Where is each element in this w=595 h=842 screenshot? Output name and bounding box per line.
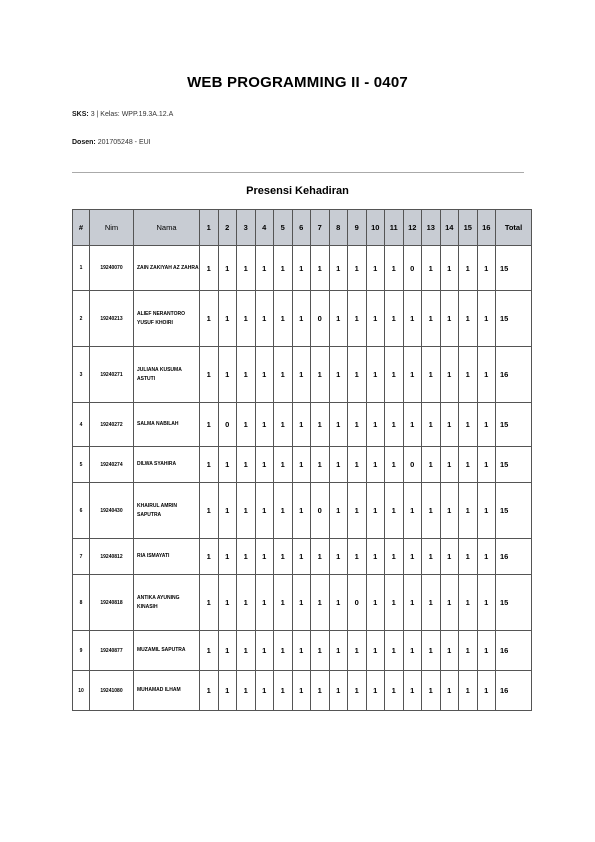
attendance-mark: 1: [459, 631, 478, 671]
attendance-mark: 1: [477, 291, 496, 347]
attendance-total: 16: [496, 671, 532, 711]
attendance-mark: 1: [329, 671, 348, 711]
attendance-mark: 1: [440, 539, 459, 575]
attendance-mark: 1: [218, 447, 237, 483]
attendance-mark: 1: [366, 575, 385, 631]
attendance-mark: 1: [348, 631, 367, 671]
attendance-mark: 1: [422, 631, 441, 671]
attendance-mark: 0: [311, 291, 330, 347]
attendance-mark: 1: [385, 631, 404, 671]
attendance-mark: 1: [200, 483, 219, 539]
attendance-mark: 1: [218, 483, 237, 539]
student-nim: 19240430: [90, 483, 134, 539]
attendance-mark: 1: [348, 447, 367, 483]
header-session-5: 5: [274, 210, 293, 246]
attendance-mark: 1: [218, 575, 237, 631]
attendance-mark: 1: [385, 575, 404, 631]
attendance-mark: 1: [403, 671, 422, 711]
attendance-mark: 1: [348, 539, 367, 575]
attendance-total: 15: [496, 483, 532, 539]
row-number: 5: [73, 447, 90, 483]
dosen-value: 201705248 - EUI: [97, 139, 151, 146]
student-name: ANTIKA AYUNING KINASIH: [134, 575, 200, 631]
attendance-mark: 1: [440, 483, 459, 539]
attendance-mark: 1: [218, 291, 237, 347]
attendance-mark: 1: [274, 483, 293, 539]
attendance-mark: 1: [274, 575, 293, 631]
attendance-mark: 1: [440, 447, 459, 483]
attendance-mark: 1: [255, 403, 274, 447]
attendance-mark: 1: [403, 347, 422, 403]
table-row: [73, 575, 532, 631]
attendance-total: 16: [496, 347, 532, 403]
section-title: Presensi Kehadiran: [246, 185, 349, 197]
attendance-mark: 1: [477, 447, 496, 483]
attendance-mark: 1: [366, 671, 385, 711]
attendance-mark: 1: [385, 483, 404, 539]
attendance-mark: 1: [292, 539, 311, 575]
attendance-mark: 1: [218, 246, 237, 291]
attendance-mark: 1: [348, 671, 367, 711]
attendance-mark: 1: [440, 575, 459, 631]
attendance-mark: 1: [422, 483, 441, 539]
table-row: [73, 447, 532, 483]
attendance-mark: 1: [255, 671, 274, 711]
attendance-mark: 1: [422, 291, 441, 347]
attendance-total: 15: [496, 403, 532, 447]
table-row: [73, 291, 532, 347]
attendance-mark: 1: [403, 631, 422, 671]
student-name: JULIANA KUSUMA ASTUTI: [134, 347, 200, 403]
attendance-mark: 1: [237, 539, 256, 575]
attendance-mark: 1: [385, 291, 404, 347]
table-row: [73, 246, 532, 291]
attendance-mark: 1: [292, 291, 311, 347]
attendance-total: 15: [496, 447, 532, 483]
attendance-mark: 1: [440, 291, 459, 347]
attendance-mark: 1: [237, 403, 256, 447]
attendance-mark: 1: [477, 403, 496, 447]
attendance-mark: 1: [311, 575, 330, 631]
attendance-mark: 1: [459, 447, 478, 483]
attendance-mark: 1: [311, 246, 330, 291]
student-name: ALIEF NERANTORO YUSUF KHOIRI: [134, 291, 200, 347]
row-number: 9: [73, 631, 90, 671]
header-session-13: 13: [422, 210, 441, 246]
row-number: 3: [73, 347, 90, 403]
attendance-mark: 1: [348, 291, 367, 347]
header-session-6: 6: [292, 210, 311, 246]
attendance-mark: 1: [311, 671, 330, 711]
student-name: DILWA SYAHIRA: [134, 447, 200, 483]
header-session-15: 15: [459, 210, 478, 246]
attendance-mark: 1: [255, 631, 274, 671]
attendance-mark: 1: [292, 403, 311, 447]
student-nim: 19240271: [90, 347, 134, 403]
header-session-16: 16: [477, 210, 496, 246]
student-nim: 19240272: [90, 403, 134, 447]
attendance-mark: 1: [311, 447, 330, 483]
attendance-mark: 1: [422, 347, 441, 403]
attendance-total: 15: [496, 291, 532, 347]
attendance-mark: 1: [200, 403, 219, 447]
table-row: [73, 539, 532, 575]
attendance-mark: 1: [422, 403, 441, 447]
attendance-mark: 1: [255, 347, 274, 403]
table-row: [73, 483, 532, 539]
attendance-mark: 1: [311, 631, 330, 671]
attendance-mark: 1: [422, 575, 441, 631]
attendance-mark: 1: [477, 347, 496, 403]
attendance-mark: 1: [348, 246, 367, 291]
attendance-mark: 1: [366, 447, 385, 483]
table-header-row: [73, 210, 532, 246]
attendance-mark: 1: [329, 631, 348, 671]
attendance-mark: 1: [255, 246, 274, 291]
header-session-14: 14: [440, 210, 459, 246]
attendance-total: 15: [496, 246, 532, 291]
attendance-mark: 1: [200, 539, 219, 575]
attendance-mark: 1: [403, 539, 422, 575]
attendance-mark: 1: [218, 539, 237, 575]
attendance-mark: 1: [477, 483, 496, 539]
header-session-4: 4: [255, 210, 274, 246]
sks-value: 3 | Kelas: WPP.19.3A.12.A: [90, 111, 174, 118]
table-row: [73, 671, 532, 711]
header-session-3: 3: [237, 210, 256, 246]
attendance-mark: 1: [459, 483, 478, 539]
attendance-mark: 0: [218, 403, 237, 447]
table-row: [73, 631, 532, 671]
divider: [72, 172, 524, 173]
attendance-mark: 1: [385, 447, 404, 483]
attendance-mark: 1: [200, 347, 219, 403]
course-info: [72, 111, 173, 118]
attendance-mark: 1: [274, 671, 293, 711]
student-name: SALMA NABILAH: [134, 403, 200, 447]
attendance-mark: 1: [348, 483, 367, 539]
attendance-mark: 1: [385, 347, 404, 403]
attendance-mark: 1: [477, 539, 496, 575]
attendance-mark: 1: [311, 347, 330, 403]
attendance-mark: 1: [440, 347, 459, 403]
attendance-mark: 0: [311, 483, 330, 539]
student-nim: 19240818: [90, 575, 134, 631]
attendance-mark: 1: [292, 246, 311, 291]
attendance-mark: 1: [329, 246, 348, 291]
attendance-mark: 1: [218, 347, 237, 403]
attendance-mark: 1: [329, 403, 348, 447]
header-session-11: 11: [385, 210, 404, 246]
attendance-table: [72, 209, 532, 711]
student-nim: 19240070: [90, 246, 134, 291]
attendance-mark: 1: [440, 403, 459, 447]
attendance-mark: 1: [237, 246, 256, 291]
attendance-total: 15: [496, 575, 532, 631]
attendance-mark: 1: [366, 539, 385, 575]
attendance-mark: 1: [274, 539, 293, 575]
attendance-mark: 1: [422, 671, 441, 711]
attendance-mark: 1: [255, 291, 274, 347]
attendance-total: 16: [496, 539, 532, 575]
attendance-mark: 1: [385, 539, 404, 575]
student-name: MUZAMIL SAPUTRA: [134, 631, 200, 671]
attendance-mark: 1: [366, 246, 385, 291]
attendance-mark: 1: [274, 631, 293, 671]
sks-label: SKS:: [72, 111, 89, 118]
attendance-mark: 1: [440, 246, 459, 291]
attendance-mark: 1: [348, 347, 367, 403]
table-row: [73, 403, 532, 447]
table-row: [73, 347, 532, 403]
attendance-mark: 1: [292, 347, 311, 403]
attendance-mark: 1: [477, 575, 496, 631]
attendance-mark: 1: [440, 671, 459, 711]
attendance-mark: 1: [237, 347, 256, 403]
attendance-mark: 1: [329, 347, 348, 403]
header-no: #: [73, 210, 90, 246]
row-number: 2: [73, 291, 90, 347]
header-session-7: 7: [311, 210, 330, 246]
attendance-mark: 1: [274, 347, 293, 403]
attendance-mark: 1: [274, 291, 293, 347]
attendance-mark: 1: [459, 291, 478, 347]
attendance-mark: 1: [477, 631, 496, 671]
attendance-mark: 0: [348, 575, 367, 631]
attendance-mark: 1: [200, 575, 219, 631]
attendance-mark: 1: [329, 447, 348, 483]
header-session-9: 9: [348, 210, 367, 246]
student-name: KHAIRUL AMRIN SAPUTRA: [134, 483, 200, 539]
attendance-mark: 1: [292, 575, 311, 631]
student-nim: 19240877: [90, 631, 134, 671]
attendance-mark: 1: [218, 631, 237, 671]
attendance-mark: 0: [403, 246, 422, 291]
attendance-mark: 1: [255, 575, 274, 631]
attendance-mark: 1: [237, 291, 256, 347]
attendance-mark: 1: [459, 539, 478, 575]
attendance-mark: 1: [237, 447, 256, 483]
row-number: 6: [73, 483, 90, 539]
attendance-mark: 1: [459, 575, 478, 631]
attendance-mark: 1: [292, 483, 311, 539]
dosen-label: Dosen:: [72, 139, 96, 146]
attendance-mark: 1: [348, 403, 367, 447]
attendance-mark: 1: [200, 671, 219, 711]
attendance-mark: 1: [459, 403, 478, 447]
attendance-mark: 1: [329, 575, 348, 631]
attendance-mark: 1: [477, 671, 496, 711]
student-nim: 19240213: [90, 291, 134, 347]
attendance-mark: 1: [403, 403, 422, 447]
student-name: MUHAMAD ILHAM: [134, 671, 200, 711]
page-title: WEB PROGRAMMING II - 0407: [187, 74, 408, 91]
attendance-mark: 1: [366, 291, 385, 347]
row-number: 1: [73, 246, 90, 291]
row-number: 8: [73, 575, 90, 631]
attendance-mark: 1: [459, 347, 478, 403]
header-nim: Nim: [90, 210, 134, 246]
attendance-mark: 1: [422, 447, 441, 483]
attendance-mark: 1: [366, 403, 385, 447]
student-name: RIA ISMAYATI: [134, 539, 200, 575]
row-number: 10: [73, 671, 90, 711]
attendance-mark: 1: [366, 347, 385, 403]
attendance-mark: 1: [422, 539, 441, 575]
header-session-10: 10: [366, 210, 385, 246]
attendance-total: 16: [496, 631, 532, 671]
header-nama: Nama: [134, 210, 200, 246]
attendance-mark: 1: [459, 671, 478, 711]
attendance-mark: 1: [440, 631, 459, 671]
attendance-mark: 1: [477, 246, 496, 291]
attendance-mark: 1: [403, 483, 422, 539]
header-session-8: 8: [329, 210, 348, 246]
attendance-mark: 1: [274, 403, 293, 447]
student-nim: 19240812: [90, 539, 134, 575]
attendance-mark: 1: [200, 631, 219, 671]
attendance-mark: 1: [403, 291, 422, 347]
attendance-mark: 1: [366, 483, 385, 539]
attendance-mark: 1: [311, 403, 330, 447]
attendance-mark: 1: [459, 246, 478, 291]
attendance-mark: 1: [329, 291, 348, 347]
attendance-mark: 1: [200, 246, 219, 291]
header-session-12: 12: [403, 210, 422, 246]
attendance-mark: 0: [403, 447, 422, 483]
attendance-mark: 1: [311, 539, 330, 575]
row-number: 4: [73, 403, 90, 447]
attendance-mark: 1: [255, 539, 274, 575]
student-nim: 19241080: [90, 671, 134, 711]
attendance-mark: 1: [422, 246, 441, 291]
attendance-mark: 1: [237, 631, 256, 671]
attendance-mark: 1: [385, 671, 404, 711]
attendance-mark: 1: [200, 291, 219, 347]
attendance-mark: 1: [385, 246, 404, 291]
attendance-mark: 1: [292, 631, 311, 671]
attendance-mark: 1: [237, 671, 256, 711]
row-number: 7: [73, 539, 90, 575]
attendance-mark: 1: [274, 246, 293, 291]
attendance-mark: 1: [237, 575, 256, 631]
lecturer-info: [72, 139, 151, 146]
header-session-2: 2: [218, 210, 237, 246]
attendance-mark: 1: [274, 447, 293, 483]
attendance-mark: 1: [255, 447, 274, 483]
student-name: ZAIN ZAKIYAH AZ ZAHRA: [134, 246, 200, 291]
attendance-mark: 1: [218, 671, 237, 711]
attendance-mark: 1: [237, 483, 256, 539]
header-session-1: 1: [200, 210, 219, 246]
attendance-mark: 1: [366, 631, 385, 671]
header-total: Total: [496, 210, 532, 246]
attendance-mark: 1: [292, 447, 311, 483]
attendance-mark: 1: [329, 483, 348, 539]
student-nim: 19240274: [90, 447, 134, 483]
attendance-mark: 1: [403, 575, 422, 631]
attendance-mark: 1: [329, 539, 348, 575]
attendance-mark: 1: [200, 447, 219, 483]
attendance-mark: 1: [255, 483, 274, 539]
attendance-mark: 1: [385, 403, 404, 447]
attendance-mark: 1: [292, 671, 311, 711]
